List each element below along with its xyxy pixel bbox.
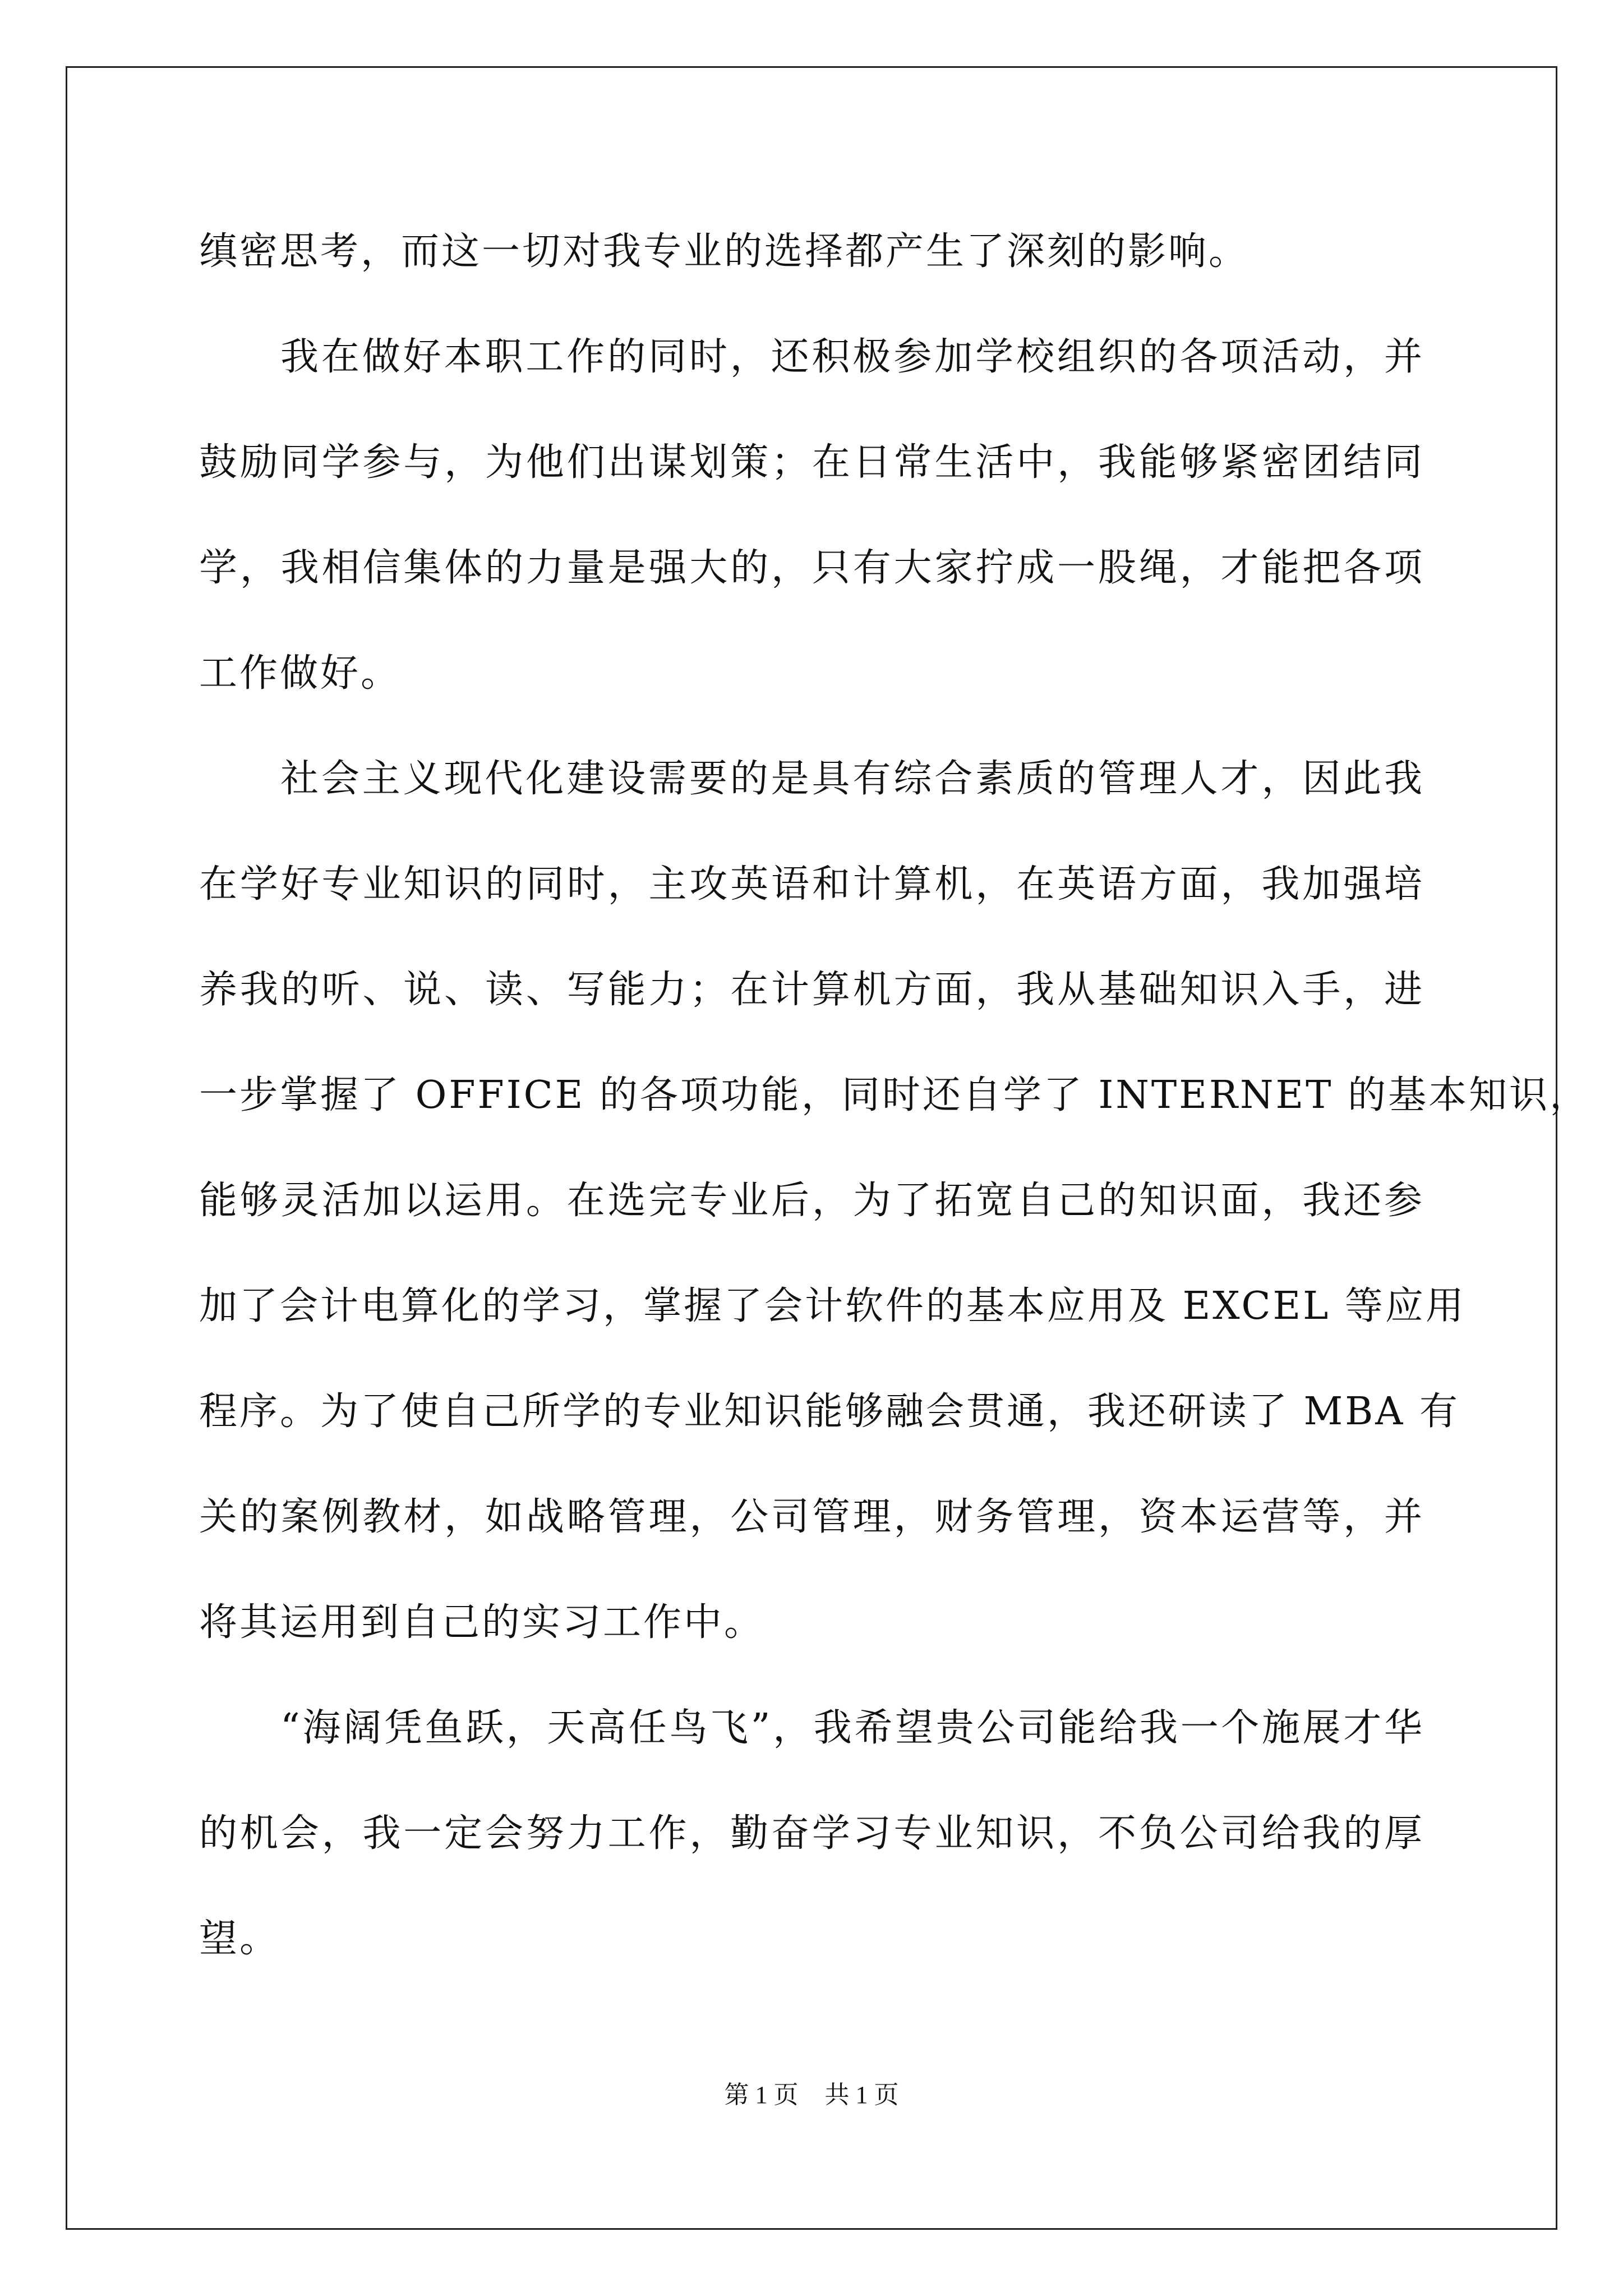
page-total: 共 1 页	[824, 2081, 899, 2109]
text-line: 一步掌握了 OFFICE 的各项功能，同时还自学了 INTERNET 的基本知识，	[199, 1073, 1590, 1117]
text-line: 缜密思考，而这一切对我专业的选择都产生了深刻的影响。	[199, 229, 1249, 274]
text-line: 在学好专业知识的同时，主攻英语和计算机，在英语方面，我加强培	[199, 862, 1424, 907]
text-line: 社会主义现代化建设需要的是具有综合素质的管理人才，因此我	[280, 757, 1424, 801]
page-number: 第 1 页	[724, 2081, 799, 2109]
text-line: 我在做好本职工作的同时，还积极参加学校组织的各项活动，并	[280, 335, 1424, 379]
text-line: “海阔凭鱼跃，天高任鸟飞”，我希望贵公司能给我一个施展才华	[280, 1706, 1424, 1750]
page-footer	[0, 2078, 1623, 2112]
text-line: 工作做好。	[199, 651, 402, 696]
text-line: 鼓励同学参与，为他们出谋划策；在日常生活中，我能够紧密团结同	[199, 440, 1424, 485]
text-line: 加了会计电算化的学习，掌握了会计软件的基本应用及 EXCEL 等应用	[199, 1284, 1466, 1328]
text-line: 程序。为了使自己所学的专业知识能够融会贯通，我还研读了 MBA 有	[199, 1389, 1460, 1434]
text-line: 望。	[199, 1917, 280, 1961]
document-body	[199, 199, 1590, 1992]
text-line: 关的案例教材，如战略管理，公司管理，财务管理，资本运营等，并	[199, 1495, 1424, 1539]
text-line: 养我的听、说、读、写能力；在计算机方面，我从基础知识入手，进	[199, 968, 1424, 1012]
text-line: 将其运用到自己的实习工作中。	[199, 1600, 765, 1645]
text-line: 的机会，我一定会努力工作，勤奋学习专业知识，不负公司给我的厚	[199, 1811, 1424, 1856]
text-line: 学，我相信集体的力量是强大的，只有大家拧成一股绳，才能把各项	[199, 546, 1424, 590]
text-line: 能够灵活加以运用。在选完专业后，为了拓宽自己的知识面，我还参	[199, 1179, 1424, 1223]
